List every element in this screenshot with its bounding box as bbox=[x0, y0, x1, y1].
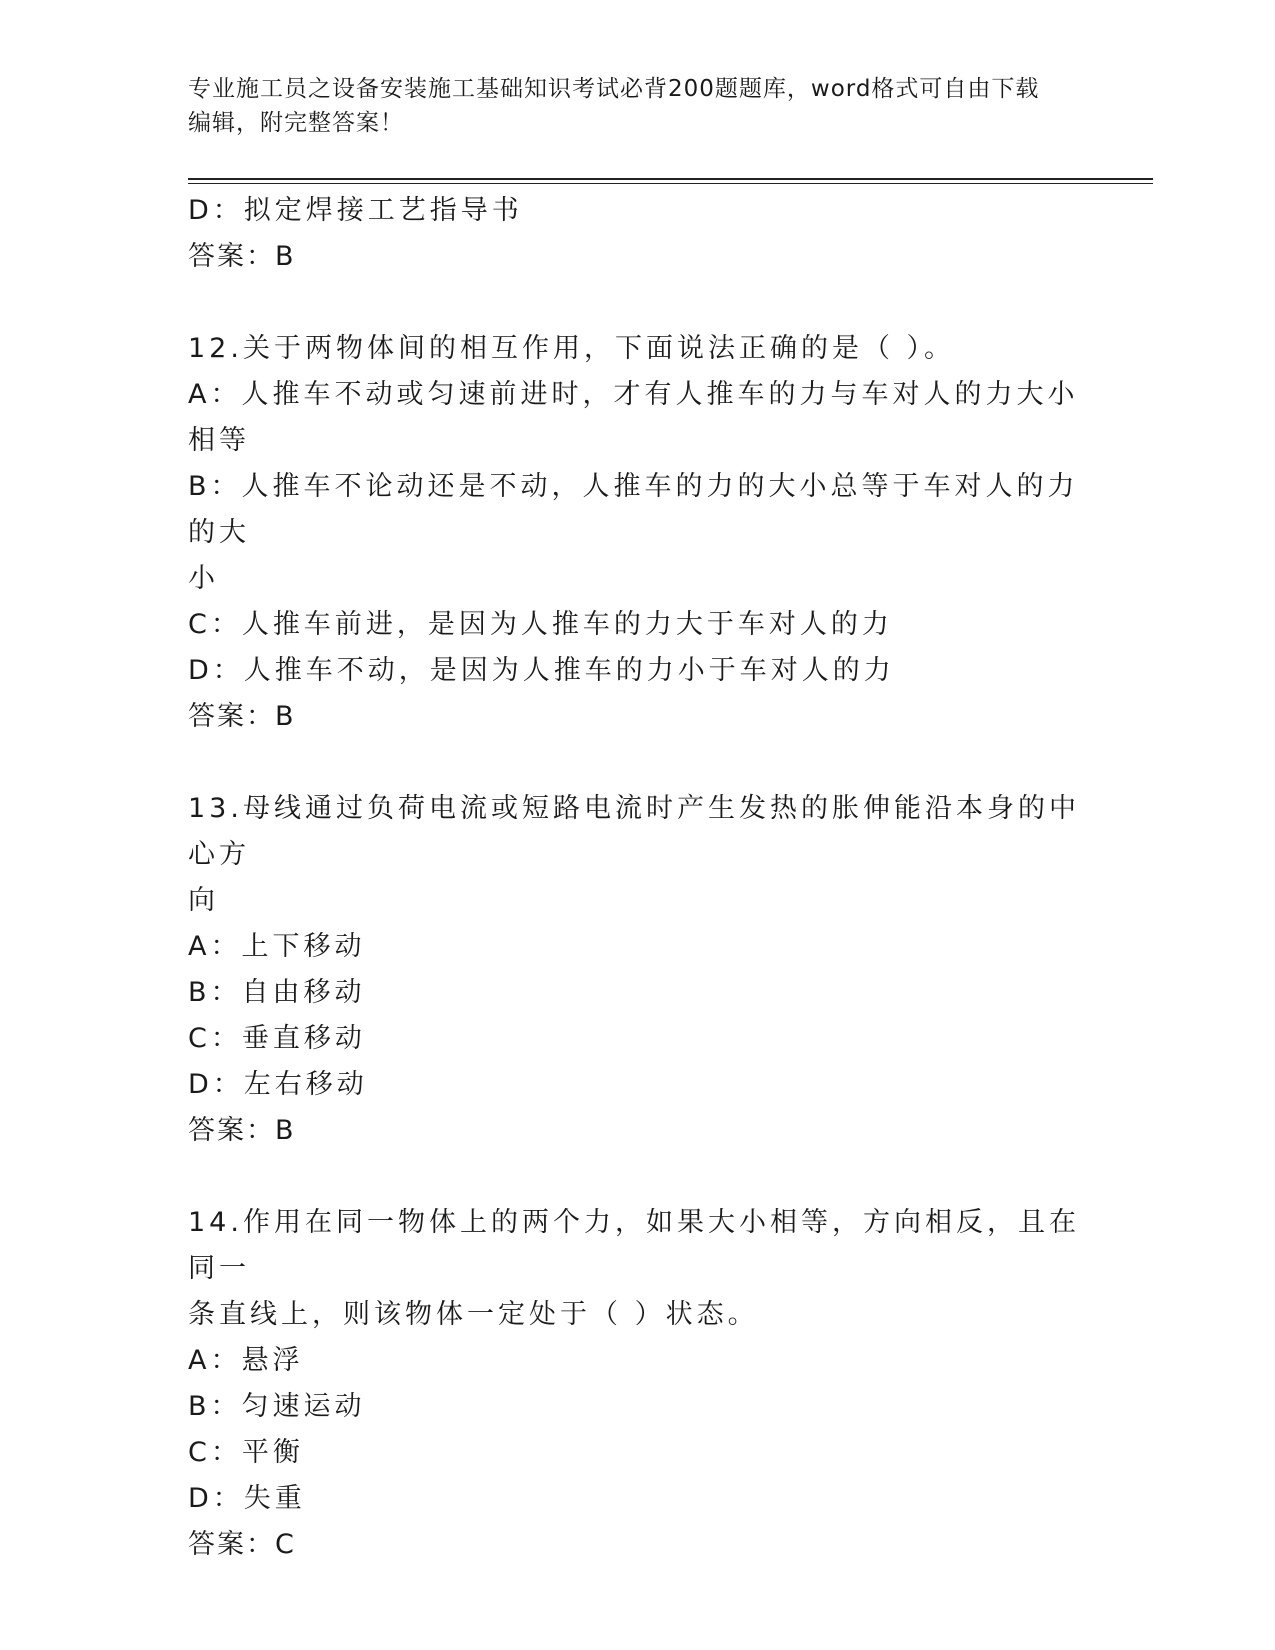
document-header bbox=[188, 72, 1088, 140]
answer: 答案：B bbox=[188, 1115, 296, 1146]
answer: 答案：B bbox=[188, 701, 296, 732]
option-b: B：匀速运动 bbox=[188, 1391, 366, 1422]
spacer bbox=[188, 1154, 1088, 1200]
question-stem: 14.作用在同一物体上的两个力，如果大小相等，方向相反，且在同一 bbox=[188, 1207, 1080, 1284]
option-d: D：人推车不动，是因为人推车的力小于车对人的力 bbox=[188, 655, 895, 686]
option-d: D：拟定焊接工艺指导书 bbox=[188, 195, 523, 226]
previous-question-tail bbox=[188, 188, 1088, 280]
question-stem-continued: 条直线上，则该物体一定处于（ ）状态。 bbox=[188, 1299, 759, 1330]
option-b-continued: 小 bbox=[188, 563, 219, 594]
header-line-1: 专业施工员之设备安装施工基础知识考试必背200题题库，word格式可自由下载 bbox=[188, 76, 1040, 102]
option-a: A：悬浮 bbox=[188, 1345, 304, 1376]
answer: 答案：B bbox=[188, 241, 296, 272]
question-stem-continued: 向 bbox=[188, 885, 219, 916]
option-a: A：人推车不动或匀速前进时，才有人推车的力与车对人的力大小相等 bbox=[188, 379, 1079, 456]
option-d: D：左右移动 bbox=[188, 1069, 368, 1100]
spacer bbox=[188, 280, 1088, 326]
header-line-2: 编辑，附完整答案！ bbox=[188, 110, 404, 136]
spacer bbox=[188, 740, 1088, 786]
question-stem: 13.母线通过负荷电流或短路电流时产生发热的胀伸能沿本身的中心方 bbox=[188, 793, 1080, 870]
question-stem: 12.关于两物体间的相互作用，下面说法正确的是（ ）。 bbox=[188, 333, 956, 364]
question-13 bbox=[188, 786, 1088, 1154]
option-c: C：人推车前进，是因为人推车的力大于车对人的力 bbox=[188, 609, 893, 640]
question-list bbox=[188, 188, 1088, 1568]
question-14 bbox=[188, 1200, 1088, 1568]
question-12 bbox=[188, 326, 1088, 740]
option-b: B：人推车不论动还是不动，人推车的力的大小总等于车对人的力的大 bbox=[188, 471, 1079, 548]
option-b: B：自由移动 bbox=[188, 977, 366, 1008]
option-c: C：垂直移动 bbox=[188, 1023, 366, 1054]
header-rule-thin bbox=[188, 183, 1153, 184]
header-rule-thick bbox=[188, 178, 1153, 180]
option-d: D：失重 bbox=[188, 1483, 306, 1514]
option-a: A：上下移动 bbox=[188, 931, 366, 962]
option-c: C：平衡 bbox=[188, 1437, 304, 1468]
answer: 答案：C bbox=[188, 1529, 296, 1560]
